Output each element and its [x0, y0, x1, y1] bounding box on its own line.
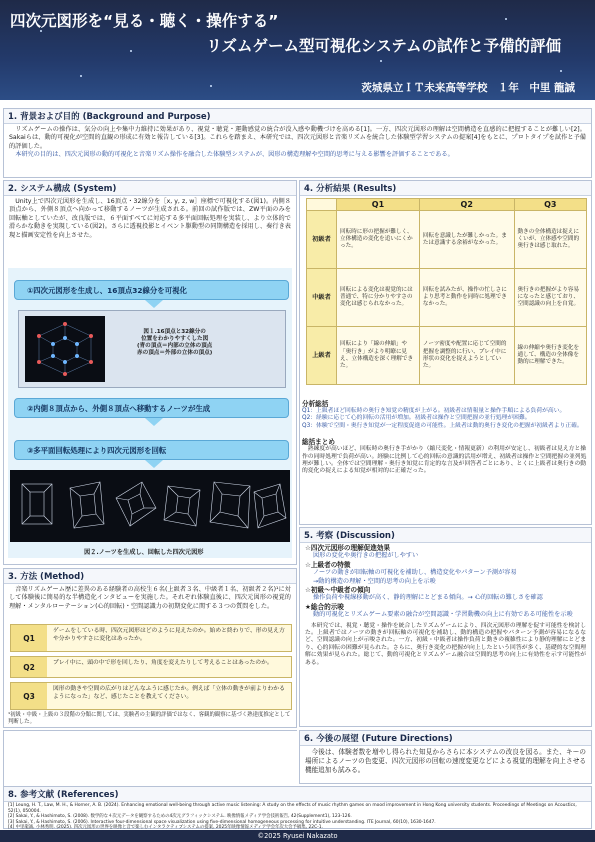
figure-1 [18, 310, 286, 388]
analysis-item: Q2：経験に応じて心的回転の活用が増加。初級者は操作と空間把握の並行処理が困難。 [302, 415, 531, 422]
table-cell: 回転による変化は視覚的には普通で、特に分かりやすさの変化は感じられなかった。 [337, 269, 420, 327]
method-footnote: ¹初級・中級・上級の３段階の分類に関しては、実験者の主観的評価ではなく、客観的観察に基づく熟達度推定として判断した。 [8, 712, 291, 725]
section-background [3, 108, 592, 178]
tesseract-vertex-figure [25, 316, 105, 382]
section-heading: 8. 参考文献 (References) [4, 787, 591, 802]
discussion-point-heading: ☆初級〜中級者の傾向 [305, 586, 371, 595]
reference-item: [4] 中里龍誠, 小林秀明. (2025). 四次元図形の世界を映像と音で楽しむインタラクティブシステムの提案, 2025年映像情報メディア学会年次大会予稿集, 22C-1. [8, 825, 323, 831]
table-cell: 回転を試みたが、操作の忙しさにより思考と動作を同時に処理できなかった。 [419, 269, 514, 327]
row-label: 初級者 [307, 211, 337, 269]
table-cell: 線の伸縮や奥行き変化を通して、構造の全体像を動的に理解できた。 [514, 327, 586, 385]
down-arrow-icon [145, 300, 163, 308]
question-text: ゲームをしている時、四次元図形はどのように見えたのか。始めと終わりで、形の見え方や分かりやすさに変化はあったか。 [53, 628, 285, 642]
section-heading: 5. 考察 (Discussion) [300, 528, 591, 543]
discussion-point-text: 動的可視化とリズムゲーム要素の融合が空間認識・学習動機の向上に有効である可能性を示唆 [313, 611, 573, 619]
question-label: Q1 [11, 625, 47, 651]
step-3-band: ③多平面回転処理により四次元図形を回転 [14, 440, 289, 460]
results-table [306, 198, 587, 385]
section-heading: 2. システム構成 (System) [4, 181, 296, 196]
purpose-paragraph: 本研究の目的は、四次元図形の動的可視化と音楽リズム操作を融合した体験型システムが、図形の構造理解や空間的思考に与える影響を評価することである。 [15, 151, 454, 159]
section-text: 音楽リズムゲーム歴に差異のある経験者の高校生６名(上級者３名、中級者１名、初級者２名)¹に対して体験後に簡易的な半構造化インタビューを実施した。それぞれ体験直後に、四次元図形の視覚的理解・メンタルローテーション(心的回転)・空間認識力の初期変化に関する３つの質問をした。 [9, 586, 291, 610]
discussion-point-text: ノーツの動きが回転軸の可視化を補助し、構造変化やパターン予測が容易 →動的構造の理解・空間的思考の向上を示唆 [313, 569, 517, 585]
table-cell: 動きの全体構造は捉えにくいが、立体感や空間的奥行きは感じ取れた。 [514, 211, 586, 269]
table-header: Q2 [419, 199, 514, 211]
summary-title: 総括まとめ [302, 438, 335, 447]
figure-1-caption: 図１.16頂点と32線分の 位置をわかりやすくした図 (青の頂点＝内部の立体の頂点 赤の頂点＝外部の立体の頂点) [137, 329, 213, 356]
question-label: Q2 [11, 657, 47, 677]
table-cell: ノーツ密度や配置に応じて空間的把握を調整的に行い、プレイ中に形状の変化を捉えようとしていた。 [419, 327, 514, 385]
section-text [300, 543, 591, 669]
section-heading: 6. 今後の展望 (Future Directions) [300, 731, 591, 746]
section-heading: 3. 方法 (Method) [4, 569, 296, 584]
step-1-band: ①四次元図形を生成し、16頂点32線分を可視化 [14, 280, 289, 300]
discussion-paragraph: 本研究では、視覚・聴覚・操作を統合したリズムゲームにより、四次元図形の理解を促す可能性を検討した。上級者ではノーツの動きが回転軸の可視化を補助し、動的構造の把握やパターン予測が容易になるなど、空間認識の向上が示唆された。一方、初級・中級者は操作負荷と動きの複雑性により静的理解にとどまり、心的回転の困難が見られた。さらに、奥行き変化の把握が向上したという回答が多く、基礎的な空間理解に効果が見られた。総じて、動的可視化とリズムゲーム融合は空間的思考の向上に有効性を示す可能性がある。 [305, 622, 586, 666]
down-arrow-icon [145, 418, 163, 426]
title-line-2: リズムゲーム型可視化システムの試作と予備的評価 [206, 37, 561, 55]
table-cell: 回転を意識したが難しかった。または意識する余裕がなかった。 [419, 211, 514, 269]
down-arrow-icon [145, 460, 163, 468]
footer-copyright: ©2025 Ryusei Nakazato [0, 830, 595, 842]
table-header: Q3 [514, 199, 586, 211]
section-references [3, 786, 592, 829]
table-cell: 回転時に形の把握が難しく、立体構造の変化を追いにくかった。 [337, 211, 420, 269]
section-heading: 1. 背景および目的 (Background and Purpose) [4, 109, 591, 124]
title-line-1: 四次元図形を“見る・聴く・操作する” [10, 12, 279, 30]
reference-list [4, 802, 591, 832]
step-2-band: ②内側８頂点から、外側８頂点へ移動するノーツが生成 [14, 398, 289, 418]
question-text: 図形の動きや空間の広がりはどんなふうに感じたか。例えば「立体の動きが前よりわかるようになった」など、感じたことを教えてください。 [53, 686, 285, 700]
section-discussion [299, 527, 592, 727]
row-label: 上級者 [307, 327, 337, 385]
reference-item: [2] Sakai, Y., & Hashimoto, S. (2008). 数学的な４次元データを観察するための4次元グラフィックシステム. 映像情報メディア学会技術報告, 42(Supplement1), 123-126. [8, 814, 352, 820]
question-1 [10, 624, 292, 652]
question-text: プレイ中に、頭の中で形を回したり、角度を変えたりして考えることはあったのか。 [53, 660, 273, 666]
question-3 [10, 682, 292, 710]
table-corner [307, 199, 337, 211]
section-heading: 4. 分析結果 (Results) [300, 181, 591, 196]
table-cell: 奥行きの把握がより容易になったと感じており、空間認識の向上を自覚。 [514, 269, 586, 327]
section-future [299, 730, 592, 784]
figure-2-caption: 図２.ノーツを生成し、回転した四次元図形 [84, 549, 204, 556]
summary-text: 熟練度が高いほど、回転時の奥行き手がかり（縮尺変化・情報更新）の利用が安定し、初級者は見え方と操作の同時処理で負荷が高い。経験に比例して心的回転の意識的活用が増え、初級者は操作と空間把握の並列処理が難しい。全体では空間理解・奥行き知覚に肯定的な言及が回答者ごとにあり、とくに上級者は奥行きの動的変化の捉えによる知覚が相対的に正確だった。 [302, 446, 587, 475]
question-label: Q3 [11, 683, 47, 709]
discussion-point-heading: ☆四次元図形の理解促進効果 [305, 544, 391, 552]
question-2 [10, 656, 292, 678]
section-text: Unity上で四次元図形を生成し、16頂点・32線分を［x, y, z, w］座標で可視化する(図1)。内側８頂点から、外側８頂点へ向かって移動するノーツが生成される。前回の試作版では、ZW平面のみを回転軸としていたが、改良版では、６平面すべてに対応する多平面回転処理を実装し、より立体的で滑らかな動きを実現している(図2)。さらに透視投影とイベント駆動型の同期構造を採用し、奏行き表現と描画安定性を向上させた。 [9, 198, 291, 239]
analysis-item: Q1：上級者ほど回転時の奥行き知覚の精度が上がる。初級者は情報量と操作手順による負荷が高い。 [302, 408, 566, 414]
table-header: Q1 [337, 199, 420, 211]
poster-header [0, 0, 595, 100]
section-text: 今後は、体験者数を増やし得られた知見からさらに本システムの改良を図る。また、キーの場所によるノーツの色変更、四次元図形の回転の速度変更などによる視覚的理解を向上させる機能追加も試みる。 [305, 748, 586, 774]
reference-item: [3] Sakai, Y., & Hashimoto, S. (2006). Interactive four-dimensional space visualization using five-dimensional homogeneous processing for intuitive understanding. ITE Journal, 60(10), 1630-1647. [8, 819, 436, 825]
discussion-point-heading: ☆上級者の特徴 [305, 560, 351, 569]
analysis-title: 分析総括 [302, 400, 329, 408]
analysis-summary [302, 398, 590, 476]
author-line: 茨城県立ＩＴ未来高等学校 １年 中里 龍誠 [361, 82, 575, 94]
discussion-point-text: 操作負荷や視線移動が高く、静的理解にとどまる傾向。→ 心的回転の難しさを確認 [313, 594, 543, 602]
row-label: 中級者 [307, 269, 337, 327]
section-text [4, 124, 591, 162]
rotation-sequence-figure [10, 470, 290, 542]
discussion-point-text: 図形の変化や奥行きの把握がしやすい [313, 552, 419, 560]
reference-item: [1] Leung, H. T., Law, M. H., & Horner, A. B. (2024). Enhancing emotional well-being through active music listening: A study on the effects of music rhythm games on mood improvement in Hong Kong university students. Proceedings of Meetings on Acoustics, 52(1), 050004. [8, 803, 577, 814]
discussion-point-heading: ★総合的示唆 [305, 602, 344, 611]
analysis-item: Q3：体験で空間・奥行き知覚が一定程度促進の可能性。上級者は動的奥行き変化の把握が初級者より正確。 [302, 422, 583, 429]
paragraph: リズムゲームの操作は、気分の向上や集中力維持に効果があり、視覚・聴覚・運動感覚の統合が没入感や動機づけを高める[1]。一方、四次元図形の理解は空間構造を直感的に把握することが難しい[2]。Sakaiらは、動的可視化が空間的直観の形成に有効と報告している[3]。これらを踏まえ、本研究では、四次元図形と音楽リズムを統合した体験型学習システムの提案[4]をもとに、プロトタイプを試作と予備的評価した。 [9, 126, 586, 150]
table-cell: 回転により「線の伸縮」や「奥行き」がより明瞭に見え、立体構造を深く理解できた。 [337, 327, 420, 385]
